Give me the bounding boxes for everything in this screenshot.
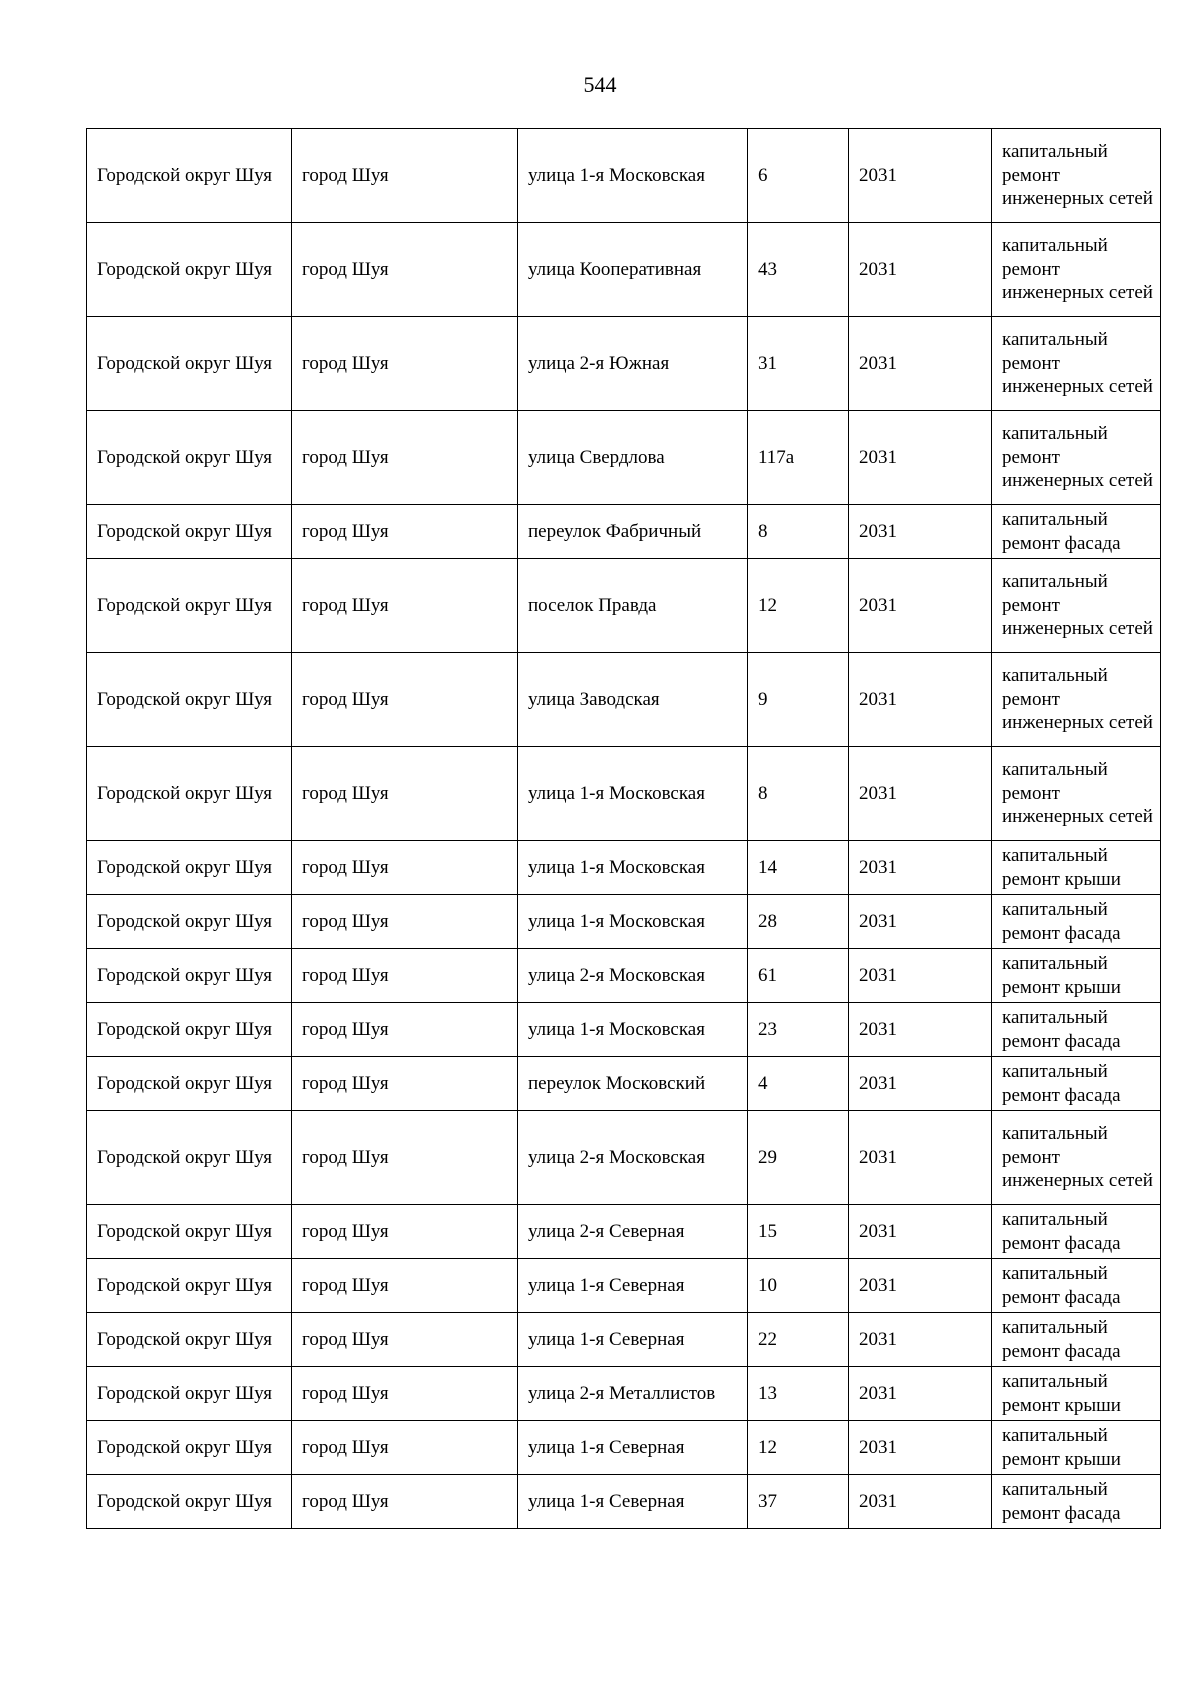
cell-house-number: 8 bbox=[748, 747, 849, 841]
cell-municipality: Городской округ Шуя bbox=[87, 949, 292, 1003]
table-row bbox=[87, 841, 1161, 895]
cell-street: переулок Фабричный bbox=[518, 505, 748, 559]
cell-settlement: город Шуя bbox=[292, 1313, 518, 1367]
cell-year: 2031 bbox=[849, 1259, 992, 1313]
cell-municipality: Городской округ Шуя bbox=[87, 223, 292, 317]
cell-settlement: город Шуя bbox=[292, 1367, 518, 1421]
cell-street: улица Кооперативная bbox=[518, 223, 748, 317]
cell-work-type: капитальный ремонт крыши bbox=[992, 841, 1161, 895]
cell-settlement: город Шуя bbox=[292, 223, 518, 317]
cell-year: 2031 bbox=[849, 1003, 992, 1057]
cell-year: 2031 bbox=[849, 317, 992, 411]
cell-work-type: капитальный ремонт инженерных сетей bbox=[992, 411, 1161, 505]
cell-work-type: капитальный ремонт крыши bbox=[992, 1367, 1161, 1421]
cell-work-type: капитальный ремонт фасада bbox=[992, 1057, 1161, 1111]
table-row bbox=[87, 129, 1161, 223]
cell-settlement: город Шуя bbox=[292, 129, 518, 223]
cell-settlement: город Шуя bbox=[292, 1057, 518, 1111]
cell-year: 2031 bbox=[849, 1205, 992, 1259]
cell-settlement: город Шуя bbox=[292, 1205, 518, 1259]
cell-house-number: 31 bbox=[748, 317, 849, 411]
cell-work-type: капитальный ремонт фасада bbox=[992, 505, 1161, 559]
cell-street: улица Свердлова bbox=[518, 411, 748, 505]
cell-municipality: Городской округ Шуя bbox=[87, 895, 292, 949]
table-row bbox=[87, 1367, 1161, 1421]
cell-house-number: 6 bbox=[748, 129, 849, 223]
cell-municipality: Городской округ Шуя bbox=[87, 317, 292, 411]
cell-work-type: капитальный ремонт фасада bbox=[992, 1313, 1161, 1367]
cell-street: улица 1-я Московская bbox=[518, 129, 748, 223]
cell-year: 2031 bbox=[849, 1367, 992, 1421]
page-number: 544 bbox=[583, 72, 617, 97]
cell-street: улица 1-я Московская bbox=[518, 747, 748, 841]
table-row bbox=[87, 895, 1161, 949]
cell-year: 2031 bbox=[849, 1313, 992, 1367]
cell-work-type: капитальный ремонт инженерных сетей bbox=[992, 129, 1161, 223]
cell-work-type: капитальный ремонт инженерных сетей bbox=[992, 747, 1161, 841]
table-row bbox=[87, 1057, 1161, 1111]
cell-settlement: город Шуя bbox=[292, 317, 518, 411]
cell-street: улица 1-я Северная bbox=[518, 1313, 748, 1367]
cell-municipality: Городской округ Шуя bbox=[87, 747, 292, 841]
cell-house-number: 13 bbox=[748, 1367, 849, 1421]
table-row bbox=[87, 1111, 1161, 1205]
cell-municipality: Городской округ Шуя bbox=[87, 505, 292, 559]
cell-municipality: Городской округ Шуя bbox=[87, 653, 292, 747]
cell-street: поселок Правда bbox=[518, 559, 748, 653]
table-row bbox=[87, 747, 1161, 841]
cell-work-type: капитальный ремонт фасада bbox=[992, 895, 1161, 949]
cell-house-number: 9 bbox=[748, 653, 849, 747]
cell-house-number: 10 bbox=[748, 1259, 849, 1313]
cell-year: 2031 bbox=[849, 129, 992, 223]
cell-municipality: Городской округ Шуя bbox=[87, 1057, 292, 1111]
cell-street: улица 2-я Металлистов bbox=[518, 1367, 748, 1421]
cell-settlement: город Шуя bbox=[292, 411, 518, 505]
cell-work-type: капитальный ремонт фасада bbox=[992, 1205, 1161, 1259]
cell-house-number: 4 bbox=[748, 1057, 849, 1111]
cell-house-number: 23 bbox=[748, 1003, 849, 1057]
table-row bbox=[87, 505, 1161, 559]
cell-house-number: 22 bbox=[748, 1313, 849, 1367]
cell-house-number: 37 bbox=[748, 1475, 849, 1529]
table-row bbox=[87, 653, 1161, 747]
cell-street: улица 2-я Северная bbox=[518, 1205, 748, 1259]
cell-municipality: Городской округ Шуя bbox=[87, 841, 292, 895]
cell-year: 2031 bbox=[849, 653, 992, 747]
cell-street: переулок Московский bbox=[518, 1057, 748, 1111]
cell-street: улица 1-я Московская bbox=[518, 1003, 748, 1057]
cell-house-number: 43 bbox=[748, 223, 849, 317]
cell-house-number: 12 bbox=[748, 559, 849, 653]
cell-year: 2031 bbox=[849, 1475, 992, 1529]
cell-year: 2031 bbox=[849, 1111, 992, 1205]
cell-street: улица 1-я Московская bbox=[518, 895, 748, 949]
cell-work-type: капитальный ремонт фасада bbox=[992, 1003, 1161, 1057]
table-row bbox=[87, 1205, 1161, 1259]
cell-house-number: 8 bbox=[748, 505, 849, 559]
cell-year: 2031 bbox=[849, 747, 992, 841]
cell-settlement: город Шуя bbox=[292, 559, 518, 653]
cell-settlement: город Шуя bbox=[292, 747, 518, 841]
cell-settlement: город Шуя bbox=[292, 949, 518, 1003]
cell-work-type: капитальный ремонт инженерных сетей bbox=[992, 559, 1161, 653]
cell-municipality: Городской округ Шуя bbox=[87, 1003, 292, 1057]
cell-year: 2031 bbox=[849, 1057, 992, 1111]
cell-municipality: Городской округ Шуя bbox=[87, 411, 292, 505]
cell-municipality: Городской округ Шуя bbox=[87, 1205, 292, 1259]
cell-work-type: капитальный ремонт инженерных сетей bbox=[992, 317, 1161, 411]
cell-work-type: капитальный ремонт инженерных сетей bbox=[992, 653, 1161, 747]
cell-settlement: город Шуя bbox=[292, 1111, 518, 1205]
cell-street: улица 1-я Московская bbox=[518, 841, 748, 895]
cell-work-type: капитальный ремонт крыши bbox=[992, 949, 1161, 1003]
cell-street: улица 2-я Московская bbox=[518, 949, 748, 1003]
cell-year: 2031 bbox=[849, 895, 992, 949]
cell-work-type: капитальный ремонт инженерных сетей bbox=[992, 1111, 1161, 1205]
cell-settlement: город Шуя bbox=[292, 1421, 518, 1475]
cell-work-type: капитальный ремонт фасада bbox=[992, 1475, 1161, 1529]
cell-year: 2031 bbox=[849, 223, 992, 317]
cell-municipality: Городской округ Шуя bbox=[87, 1367, 292, 1421]
cell-street: улица Заводская bbox=[518, 653, 748, 747]
cell-street: улица 2-я Южная bbox=[518, 317, 748, 411]
table-row bbox=[87, 223, 1161, 317]
cell-municipality: Городской округ Шуя bbox=[87, 1259, 292, 1313]
cell-municipality: Городской округ Шуя bbox=[87, 1475, 292, 1529]
cell-municipality: Городской округ Шуя bbox=[87, 559, 292, 653]
table-row bbox=[87, 1003, 1161, 1057]
cell-settlement: город Шуя bbox=[292, 895, 518, 949]
cell-house-number: 61 bbox=[748, 949, 849, 1003]
cell-house-number: 29 bbox=[748, 1111, 849, 1205]
cell-municipality: Городской округ Шуя bbox=[87, 129, 292, 223]
cell-settlement: город Шуя bbox=[292, 1003, 518, 1057]
cell-year: 2031 bbox=[849, 841, 992, 895]
cell-house-number: 12 bbox=[748, 1421, 849, 1475]
cell-street: улица 2-я Московская bbox=[518, 1111, 748, 1205]
repair-schedule-table bbox=[86, 128, 1161, 1529]
cell-municipality: Городской округ Шуя bbox=[87, 1111, 292, 1205]
table-row bbox=[87, 1475, 1161, 1529]
cell-work-type: капитальный ремонт крыши bbox=[992, 1421, 1161, 1475]
cell-work-type: капитальный ремонт инженерных сетей bbox=[992, 223, 1161, 317]
cell-settlement: город Шуя bbox=[292, 841, 518, 895]
cell-year: 2031 bbox=[849, 1421, 992, 1475]
cell-settlement: город Шуя bbox=[292, 653, 518, 747]
cell-house-number: 28 bbox=[748, 895, 849, 949]
cell-year: 2031 bbox=[849, 505, 992, 559]
cell-street: улица 1-я Северная bbox=[518, 1475, 748, 1529]
cell-work-type: капитальный ремонт фасада bbox=[992, 1259, 1161, 1313]
cell-settlement: город Шуя bbox=[292, 1259, 518, 1313]
cell-house-number: 117а bbox=[748, 411, 849, 505]
table-row bbox=[87, 317, 1161, 411]
table-row bbox=[87, 1421, 1161, 1475]
table-body bbox=[87, 129, 1161, 1529]
table-row bbox=[87, 559, 1161, 653]
cell-municipality: Городской округ Шуя bbox=[87, 1313, 292, 1367]
cell-year: 2031 bbox=[849, 949, 992, 1003]
cell-house-number: 15 bbox=[748, 1205, 849, 1259]
cell-year: 2031 bbox=[849, 411, 992, 505]
table-row bbox=[87, 1259, 1161, 1313]
table-row bbox=[87, 1313, 1161, 1367]
cell-settlement: город Шуя bbox=[292, 1475, 518, 1529]
cell-house-number: 14 bbox=[748, 841, 849, 895]
table-row bbox=[87, 411, 1161, 505]
cell-municipality: Городской округ Шуя bbox=[87, 1421, 292, 1475]
table-row bbox=[87, 949, 1161, 1003]
cell-year: 2031 bbox=[849, 559, 992, 653]
cell-settlement: город Шуя bbox=[292, 505, 518, 559]
cell-street: улица 1-я Северная bbox=[518, 1421, 748, 1475]
cell-street: улица 1-я Северная bbox=[518, 1259, 748, 1313]
